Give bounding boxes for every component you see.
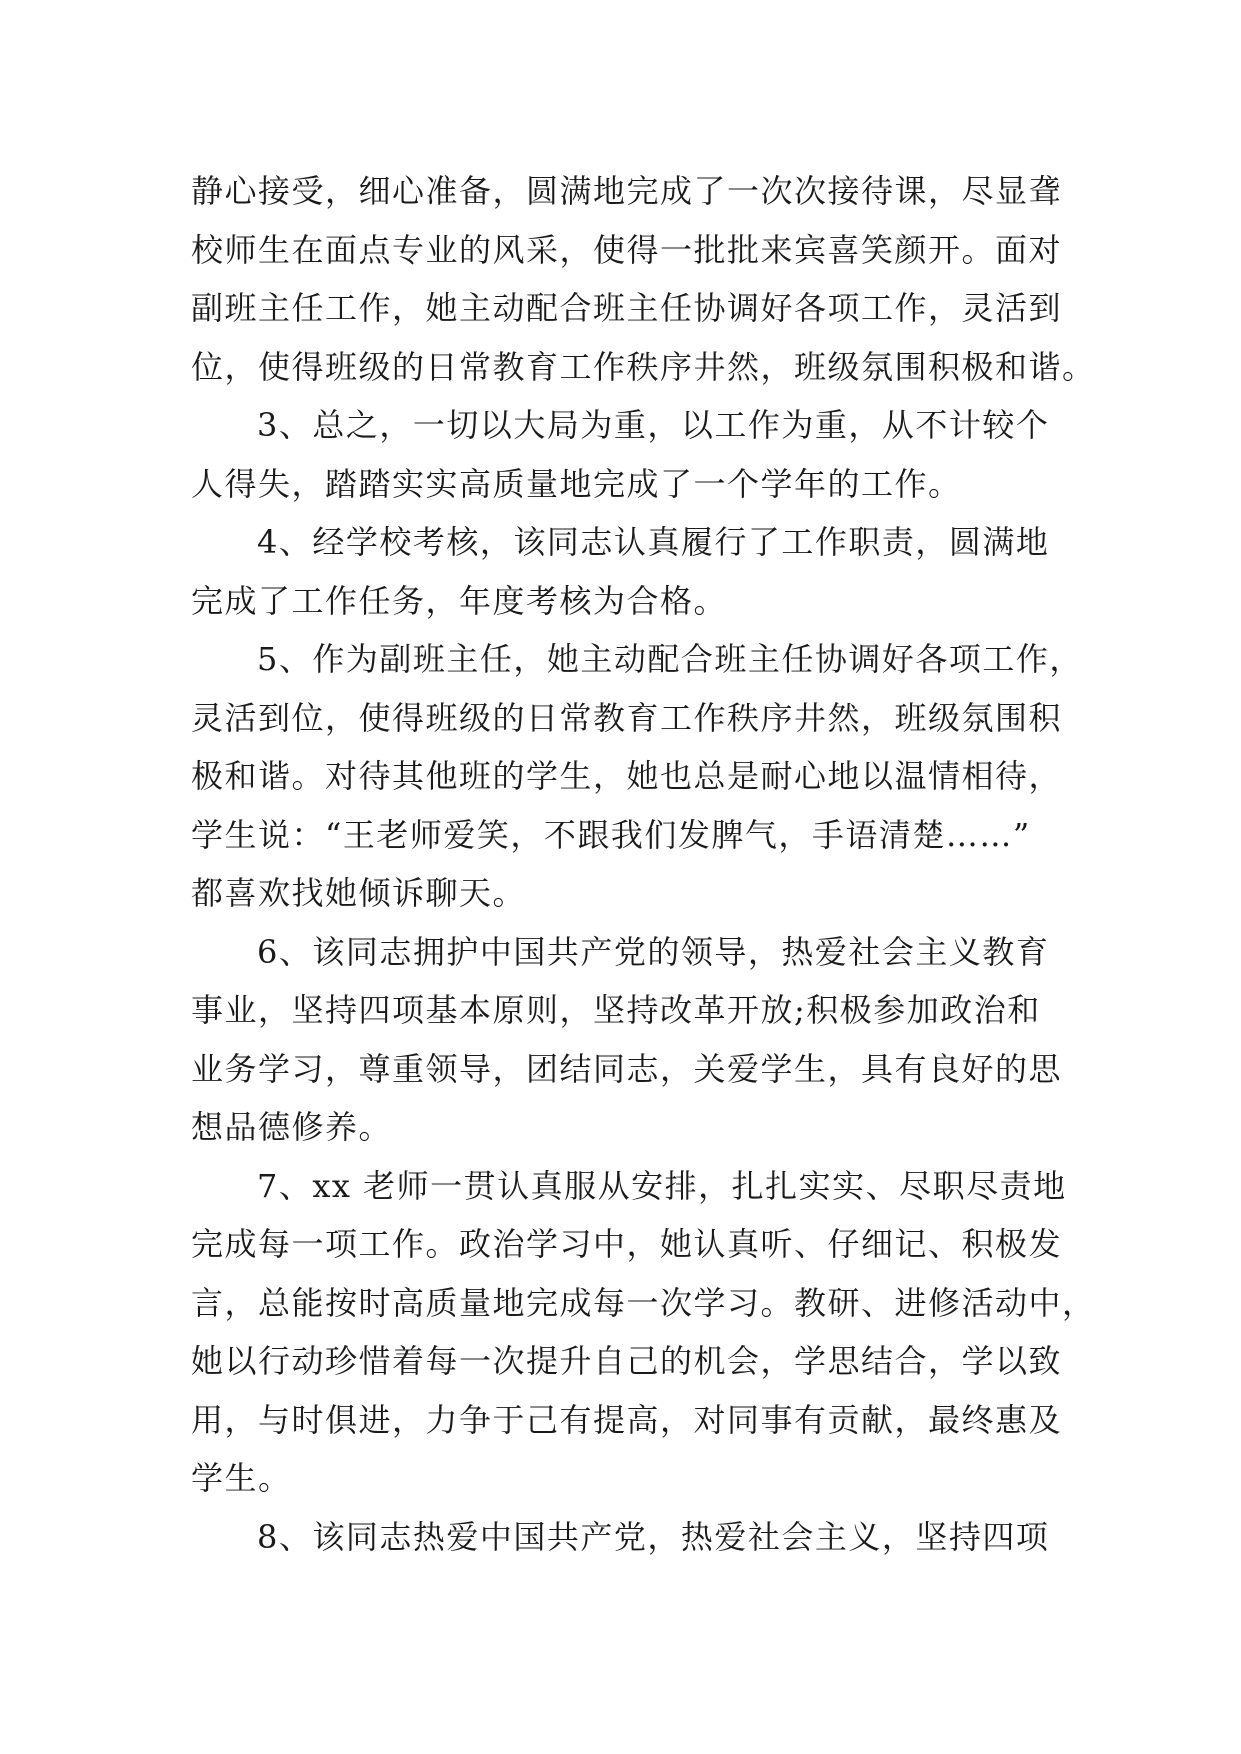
paragraph-item-4 [191,513,1241,630]
text-line: 用，与时俱进，力争于己有提高，对同事有贡献，最终惠及 [191,1400,1063,1439]
paragraph-item-3 [191,396,1241,513]
text-line: 她以行动珍惜着每一次提升自己的机会，学思结合，学以致 [191,1342,1063,1380]
paragraph-item-7 [191,1157,1241,1508]
paragraph-item-8 [191,1508,1241,1567]
text-line: 言，总能按时高质量地完成每一次学习。教研、进修活动中， [191,1283,1096,1322]
paragraph-continuation [191,162,1241,396]
text-line: 7、xx 老师一贯认真服从安排，扎扎实实、尽职尽责地 [257,1166,1067,1205]
text-line: 学生。 [191,1459,292,1497]
text-line: 4、经学校考核，该同志认真履行了工作职责，圆满地 [257,523,1050,561]
text-line: 位，使得班级的日常教育工作秩序井然，班级氛围积极和谐。 [191,347,1096,386]
text-line: 校师生在面点专业的风采，使得一批批来宾喜笑颜开。面对 [191,230,1063,269]
text-line: 人得失，踏踏实实高质量地完成了一个学年的工作。 [191,464,962,503]
text-line: 副班主任工作，她主动配合班主任协调好各项工作，灵活到 [191,289,1063,327]
text-line: 8、该同志热爱中国共产党，热爱社会主义，坚持四项 [257,1517,1050,1556]
text-line: 学生说：“王老师爱笑，不跟我们发脾气，手语清楚……” [191,815,1031,854]
text-line: 3、总之，一切以大局为重，以工作为重，从不计较个 [257,406,1050,444]
paragraph-item-6 [191,923,1241,1157]
text-line: 5、作为副班主任，她主动配合班主任协调好各项工作， [257,640,1083,678]
paragraph-item-5 [191,630,1241,923]
text-line: 想品德修养。 [191,1108,393,1146]
text-line: 都喜欢找她倾诉聊天。 [191,874,527,912]
text-line: 6、该同志拥护中国共产党的领导，热爱社会主义教育 [257,932,1050,971]
text-line: 完成每一项工作。政治学习中，她认真听、仔细记、积极发 [191,1225,1063,1263]
text-line: 业务学习，尊重领导，团结同志，关爱学生，具有良好的思 [191,1049,1063,1088]
text-line: 静心接受，细心准备，圆满地完成了一次次接待课，尽显聋 [191,172,1063,210]
text-line: 完成了工作任务，年度考核为合格。 [191,581,728,620]
text-line: 灵活到位，使得班级的日常教育工作秩序井然，班级氛围积 [191,698,1063,737]
text-line: 事业，坚持四项基本原则，坚持改革开放;积极参加政治和 [191,991,1041,1029]
text-line: 极和谐。对待其他班的学生，她也总是耐心地以温情相待， [191,757,1063,795]
